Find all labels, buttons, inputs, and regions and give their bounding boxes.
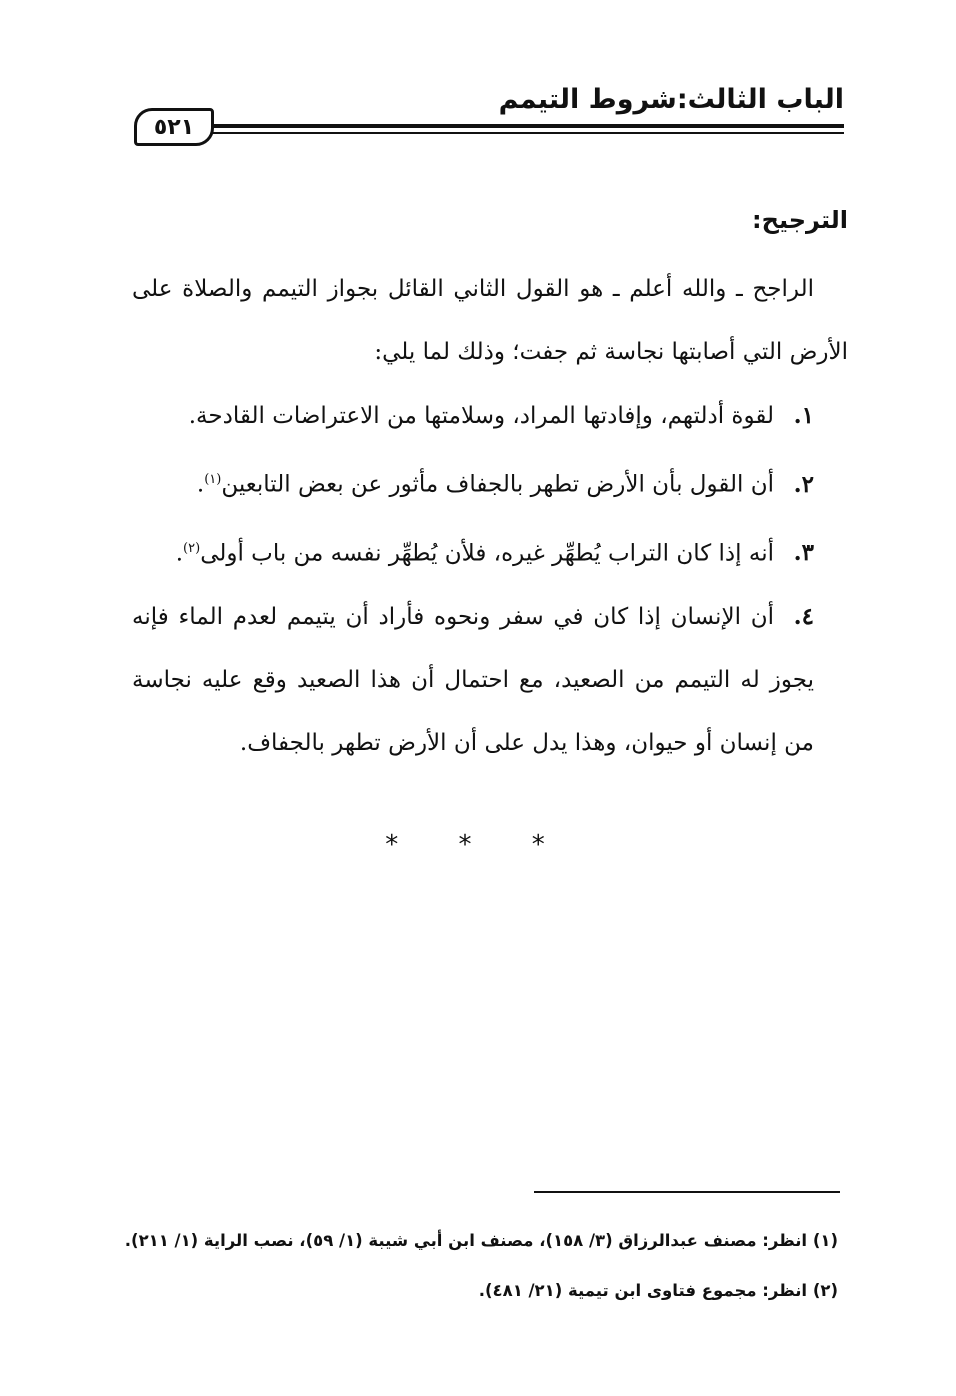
intro-paragraph: الراجح ـ والله أعلم ـ هو القول الثاني القائل بجواز التيمم والصلاة على الأرض التي أصابتها نجاسة ثم جفت؛ وذلك لما يلي: bbox=[132, 276, 848, 365]
footnote: (١) انظر: مصنف عبدالرزاق (٣/ ١٥٨)، مصنف ابن أبي شيبة (١/ ٥٩)، نصب الراية (١/ ٢١١). bbox=[124, 1231, 838, 1250]
list-item-tail: . bbox=[196, 471, 205, 498]
list-item bbox=[132, 585, 848, 775]
list-item-number: ١. bbox=[793, 402, 814, 429]
list-item-text: أن القول بأن الأرض تطهر بالجفاف مأثور عن بعض التابعين bbox=[221, 471, 774, 498]
page-number: ٥٢١ bbox=[134, 108, 214, 146]
section-heading: الترجيح: bbox=[752, 206, 848, 234]
footnote-marker: (١) bbox=[204, 472, 222, 487]
list-item bbox=[132, 384, 848, 448]
page-header bbox=[132, 78, 844, 150]
list-item-tail: . bbox=[175, 540, 184, 567]
header-rule bbox=[210, 124, 844, 128]
list-item-number: ٢. bbox=[793, 470, 814, 498]
reasons-list bbox=[132, 384, 848, 775]
main-text bbox=[132, 200, 848, 775]
list-item-number: ٤. bbox=[793, 603, 814, 631]
header-rule-thin bbox=[210, 132, 844, 134]
list-item-text: أن الإنسان إذا كان في سفر ونحوه فأراد أن يتيمم لعدم الماء فإنه يجوز له التيمم من الصعيد، مع احتمال أن هذا الصعيد وقع عليه نجاسة من إنسان أو حيوان، وهذا يدل على أن الأرض تطهر بالجفاف. bbox=[132, 604, 814, 757]
list-item-text: أنه إذا كان التراب يُطهِّر غيره، فلأن يُطهِّر نفسه من باب أولى bbox=[200, 540, 774, 567]
list-item-number: ٣. bbox=[793, 539, 814, 567]
footnote: (٢) انظر: مجموع فتاوى ابن تيمية (٢١/ ٤٨١). bbox=[478, 1281, 838, 1300]
footnotes bbox=[118, 1216, 838, 1316]
footnote-rule bbox=[534, 1191, 840, 1193]
list-item bbox=[132, 448, 848, 517]
chapter-title: الباب الثالث:شروط التيمم bbox=[498, 84, 844, 115]
footnote-marker: (٢) bbox=[183, 540, 201, 556]
section-separator: * * * bbox=[385, 830, 571, 860]
list-item-text: لقوة أدلتهم، وإفادتها المراد، وسلامتها من الاعتراضات القادحة. bbox=[188, 403, 774, 429]
list-item bbox=[132, 517, 848, 586]
